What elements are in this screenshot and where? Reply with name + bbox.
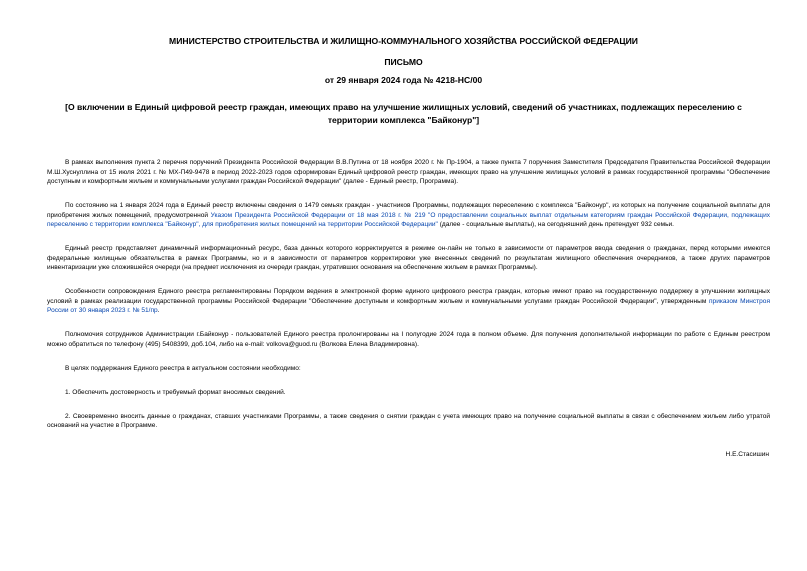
- ministry-title: МИНИСТЕРСТВО СТРОИТЕЛЬСТВА И ЖИЛИЩНО-КОММУНАЛЬНОГО ХОЗЯЙСТВА РОССИЙСКОЙ ФЕДЕРАЦИИ: [169, 36, 638, 46]
- paragraph-5: Полномочия сотрудников Администрации г.Байконур - пользователей Единого реестра пролонгированы на I полугодие 2024 года в полном объеме. Для получения дополнительной информации по работе с Единым реестром можно обратиться по телефону (495) 5408399, доб.104, либо на e-mail: volkova@guod.ru (Волкова Елена Владимировна).: [47, 331, 770, 348]
- paragraph-2: [47, 201, 770, 230]
- paragraph-3: Единый реестр представляет динамичный информационный ресурс, база данных которого корректируется в режиме он-лайн не только в зависимости от параметров ввода сведения о гражданах, перед которыми имеются федеральные жилищные обязательства в рамках Программы, но и в зависимости от параметров корректировки уже внесенных сведений по результатам жилищного обеспечения очередников, а также других параметров инвентаризации уже сложившейся очереди (на предмет исключения из очереди граждан, утративших основания на обеспечение жильем в рамках Программы).: [47, 245, 770, 271]
- paragraph-4: [47, 287, 770, 316]
- paragraph-2-text-a: По состоянию на 1 января 2024 года в Единый реестр включены сведения о 1479 семьях граждан - участников Программы, подлежащих переселению с комплекса "Байконур", из которых на получение социальной выплаты для приобретения жилых помещений, предусмотренной: [47, 202, 770, 219]
- paragraph-7: 1. Обеспечить достоверность и требуемый формат вносимых сведений.: [65, 388, 286, 396]
- paragraph-4-text-b: .: [157, 307, 160, 314]
- paragraph-1: В рамках выполнения пункта 2 перечня поручений Президента Российской Федерации В.В.Путина от 18 ноября 2020 г. № Пр-1904, а также пункта 7 поручения Заместителя Председателя Правительства Российской Федерации М.Ш.Хуснуллина от 15 июля 2021 г. № МХ-П49-9478 в период 2022-2023 годов сформирован Единый цифровой реестр граждан, имеющих право на улучшение жилищных условий в рамках государственной программы "Обеспечение доступным и комфортным жильем и коммунальными услугами граждан Российской Федерации" (далее - Единый реестр, Программа).: [47, 159, 770, 185]
- document-date-number: от 29 января 2024 года № 4218-НС/00: [324, 75, 483, 85]
- paragraph-2-text-b: (далее - социальные выплаты), на сегодняшний день претендует 932 семьи.: [437, 221, 674, 228]
- document-body: [47, 158, 770, 445]
- signature: Н.Е.Стасишин: [725, 451, 769, 458]
- paragraph-8: 2. Своевременно вносить данные о гражданах, ставших участниками Программы, а также сведения о снятии граждан с учета имеющих право на получение социальной выплаты в связи с обеспечением жильем либо утратой оснований на участие в Программе.: [47, 412, 770, 429]
- decree-link[interactable]: Указом Президента Российской Федерации от 18 мая 2018 г. № 219 "О предоставлении социальных выплат отдельным категориям граждан Российской Федерации, подлежащих переселению с территории комплекса "Байконур", для приобретения жилых помещений на территории Российской Федерации": [47, 211, 770, 228]
- document-subject: [О включении в Единый цифровой реестр граждан, имеющих право на улучшение жилищных условий, сведений об участниках, подлежащих переселению с территории комплекса "Байконур"]: [65, 102, 742, 125]
- document-type: ПИСЬМО: [384, 57, 423, 67]
- paragraph-6: В целях поддержания Единого реестра в актуальном состоянии необходимо:: [65, 364, 301, 372]
- paragraph-4-text-a: Особенности сопровождения Единого реестра регламентированы Порядком ведения в электронной форме единого цифрового реестра граждан, которые имеют право на государственную поддержку в улучшении жилищных условий в рамках реализации государственной программы Российской Федерации "Обеспечение доступным и комфортным жильем и коммунальными услугами граждан Российской Федерации", утвержденным: [47, 288, 770, 305]
- order-link[interactable]: приказом Минстроя России от 30 января 2023 г. № 51/пр: [47, 297, 770, 314]
